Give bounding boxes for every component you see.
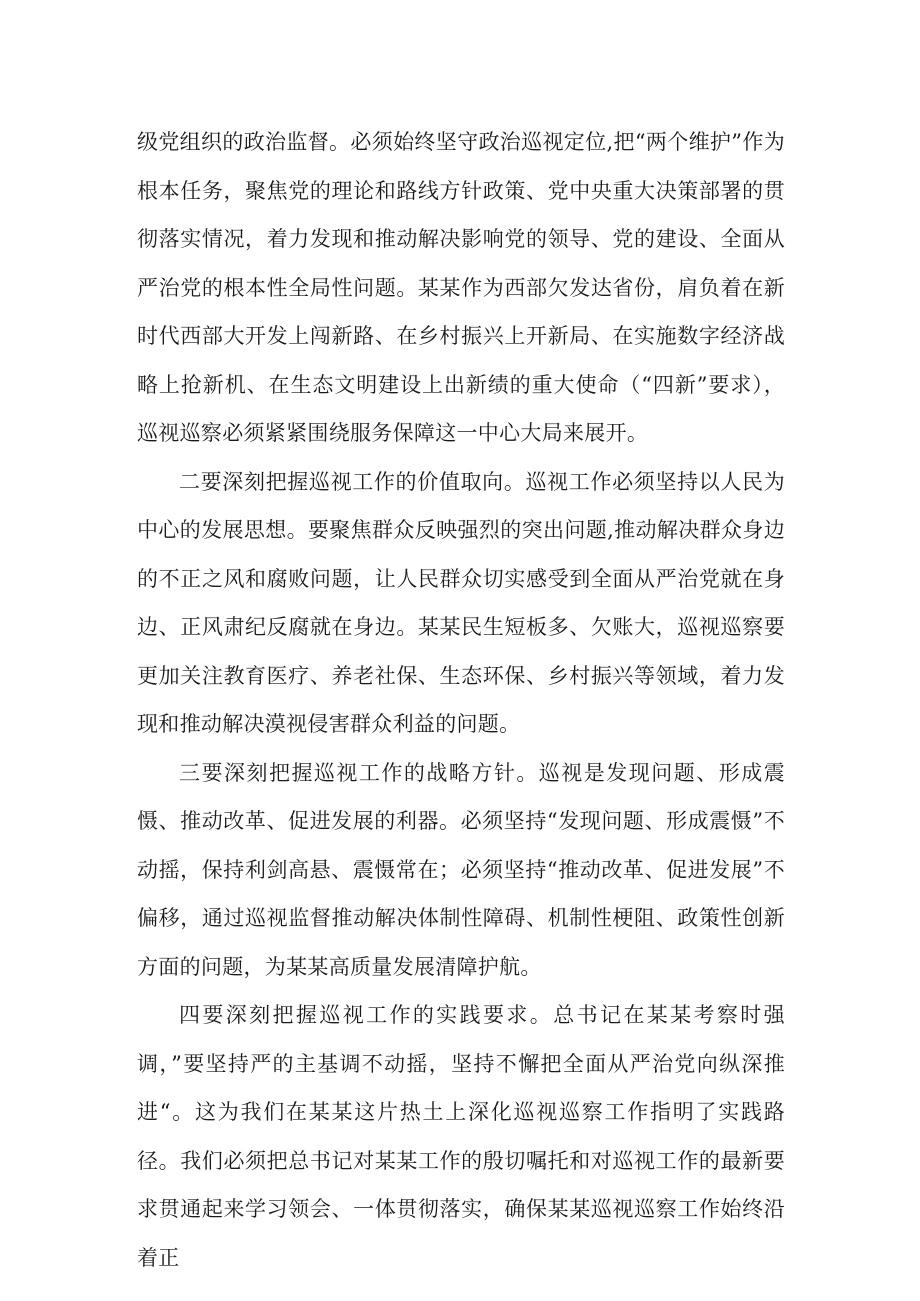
paragraph-continuation: 级党组织的政治监督。必须始终坚守政治巡视定位,把“两个维护”作为根本任务，聚焦党的理论和路线方针政策、党中央重大决策部署的贯彻落实情况，着力发现和推动解决影响党的领导、党的建设、全面从严治党的根本性全局性问题。某某作为西部欠发达省份，肩负着在新时代西部大开发上闯新路、在乡村振兴上开新局、在实施数字经济战略上抢新机、在生态文明建设上出新绩的重大使命（“四新”要求），巡视巡察必须紧紧围绕服务保障这一中心大局来展开。	[137, 130, 785, 445]
document-body	[137, 118, 785, 1282]
paragraph-practice-requirements: 四要深刻把握巡视工作的实践要求。总书记在某某考察时强调，”要坚持严的主基调不动摇，坚持不懈把全面从严治党向纵深推进“。这为我们在某某这片热土上深化巡视巡察工作指明了实践路径。我们必须把总书记对某某工作的殷切嘱托和对巡视工作的最新要求贯通起来学习领会、一体贯彻落实，确保某某巡视巡察工作始终沿着正	[137, 1003, 785, 1270]
paragraph-value-orientation: 二要深刻把握巡视工作的价值取向。巡视工作必须坚持以人民为中心的发展思想。要聚焦群众反映强烈的突出问题,推动解决群众身边的不正之风和腐败问题，让人民群众切实感受到全面从严治党就在身边、正风肃纪反腐就在身边。某某民生短板多、欠账大，巡视巡察要更加关注教育医疗、养老社保、生态环保、乡村振兴等领域，着力发现和推动解决漠视侵害群众利益的问题。	[137, 469, 785, 736]
paragraph-strategic-policy: 三要深刻把握巡视工作的战略方针。巡视是发现问题、形成震慑、推动改革、促进发展的利器。必须坚持“发现问题、形成震慑”不动摇，保持利剑高悬、震慑常在；必须坚持“推动改革、促进发展”不偏移，通过巡视监督推动解决体制性障碍、机制性梗阻、政策性创新方面的问题，为某某高质量发展清障护航。	[137, 760, 785, 979]
